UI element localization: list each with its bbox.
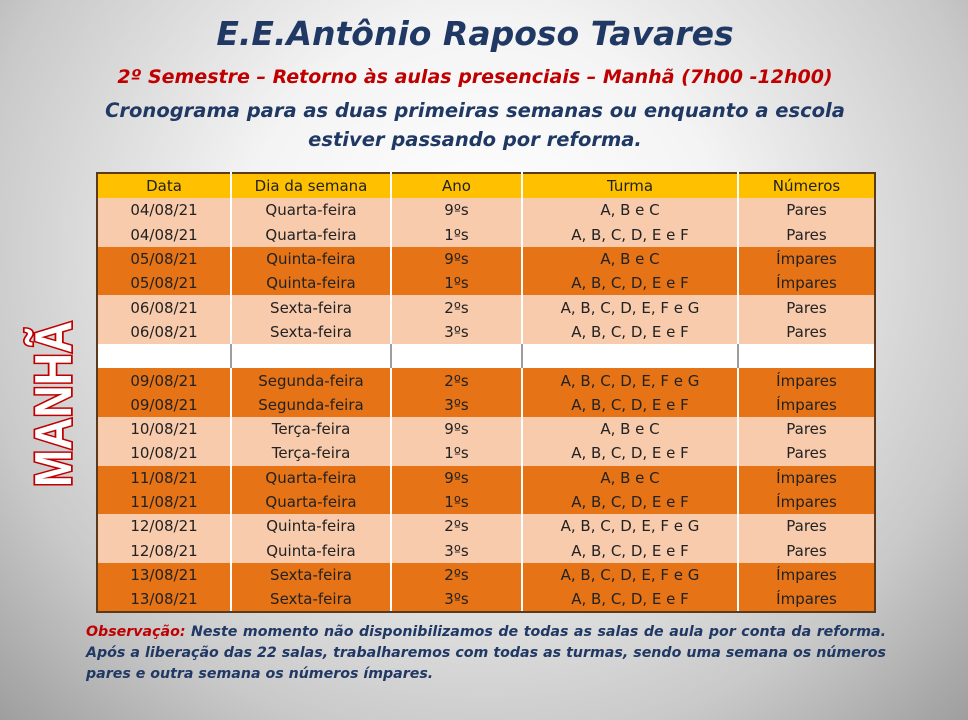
numbers-cell: Pares <box>738 538 875 562</box>
classes-cell <box>522 344 738 368</box>
date-cell: 10/08/21 <box>97 441 231 465</box>
weekday-cell: Quarta-feira <box>231 490 391 514</box>
observation-note <box>86 622 886 685</box>
year-cell: 1ºs <box>391 441 522 465</box>
classes-cell: A, B, C, D, E, F e G <box>522 514 738 538</box>
classes-cell: A, B, C, D, E e F <box>522 271 738 295</box>
table-row <box>97 417 875 441</box>
table-row <box>97 563 875 587</box>
date-cell: 05/08/21 <box>97 271 231 295</box>
year-cell: 3ºs <box>391 587 522 612</box>
weekday-cell: Quinta-feira <box>231 514 391 538</box>
table-row <box>97 320 875 344</box>
numbers-cell: Pares <box>738 223 875 247</box>
numbers-cell <box>738 344 875 368</box>
date-cell: 09/08/21 <box>97 368 231 392</box>
weekday-cell: Sexta-feira <box>231 320 391 344</box>
weekday-cell: Quinta-feira <box>231 271 391 295</box>
year-cell: 1ºs <box>391 223 522 247</box>
classes-cell: A, B, C, D, E, F e G <box>522 295 738 319</box>
weekday-cell: Quarta-feira <box>231 223 391 247</box>
header-dia-da-semana: Dia da semana <box>231 173 391 198</box>
weekday-cell: Terça-feira <box>231 441 391 465</box>
weekday-cell: Segunda-feira <box>231 368 391 392</box>
numbers-cell: Ímpares <box>738 563 875 587</box>
numbers-cell: Pares <box>738 295 875 319</box>
numbers-cell: Ímpares <box>738 490 875 514</box>
weekday-cell: Sexta-feira <box>231 563 391 587</box>
classes-cell: A, B e C <box>522 198 738 222</box>
date-cell: 09/08/21 <box>97 393 231 417</box>
numbers-cell: Ímpares <box>738 247 875 271</box>
observation-text: Neste momento não disponibilizamos de todas as salas de aula por conta da reforma. Após a liberação das 22 salas, trabalharemos com todas as turmas, sendo uma semana os números pares e outra semana os números ímpares. <box>86 624 886 682</box>
header-numeros: Números <box>738 173 875 198</box>
classes-cell: A, B, C, D, E e F <box>522 393 738 417</box>
year-cell: 1ºs <box>391 490 522 514</box>
year-cell: 2ºs <box>391 295 522 319</box>
classes-cell: A, B e C <box>522 417 738 441</box>
weekday-cell: Sexta-feira <box>231 587 391 612</box>
numbers-cell: Pares <box>738 417 875 441</box>
date-cell: 13/08/21 <box>97 563 231 587</box>
table-row <box>97 441 875 465</box>
numbers-cell: Ímpares <box>738 393 875 417</box>
side-label-text: MANHÃ <box>25 318 83 487</box>
table-spacer-row <box>97 344 875 368</box>
classes-cell: A, B, C, D, E e F <box>522 223 738 247</box>
numbers-cell: Pares <box>738 320 875 344</box>
header-turma: Turma <box>522 173 738 198</box>
table-row <box>97 368 875 392</box>
classes-cell: A, B, C, D, E e F <box>522 490 738 514</box>
table-row <box>97 538 875 562</box>
schedule-description: Cronograma para as duas primeiras semanas ou enquanto a escola estiver passando por reforma. <box>105 99 845 151</box>
classes-cell: A, B, C, D, E e F <box>522 538 738 562</box>
table-header-row <box>97 173 875 198</box>
numbers-cell: Pares <box>738 514 875 538</box>
table-row <box>97 271 875 295</box>
weekday-cell: Terça-feira <box>231 417 391 441</box>
classes-cell: A, B e C <box>522 466 738 490</box>
table-row <box>97 514 875 538</box>
semester-subtitle: 2º Semestre – Retorno às aulas presenciais – Manhã (7h00 -12h00) <box>117 66 833 88</box>
numbers-cell: Pares <box>738 441 875 465</box>
date-cell: 11/08/21 <box>97 466 231 490</box>
date-cell <box>97 344 231 368</box>
header-data: Data <box>97 173 231 198</box>
date-cell: 13/08/21 <box>97 587 231 612</box>
year-cell: 1ºs <box>391 271 522 295</box>
classes-cell: A, B, C, D, E e F <box>522 587 738 612</box>
weekday-cell: Segunda-feira <box>231 393 391 417</box>
classes-cell: A, B, C, D, E, F e G <box>522 368 738 392</box>
weekday-cell: Quinta-feira <box>231 247 391 271</box>
year-cell: 9ºs <box>391 247 522 271</box>
date-cell: 11/08/21 <box>97 490 231 514</box>
date-cell: 04/08/21 <box>97 198 231 222</box>
date-cell: 06/08/21 <box>97 295 231 319</box>
weekday-cell: Quarta-feira <box>231 198 391 222</box>
weekday-cell <box>231 344 391 368</box>
table-row <box>97 223 875 247</box>
year-cell: 9ºs <box>391 198 522 222</box>
numbers-cell: Ímpares <box>738 271 875 295</box>
table-row <box>97 247 875 271</box>
weekday-cell: Sexta-feira <box>231 295 391 319</box>
side-label-manha <box>20 318 88 490</box>
numbers-cell: Pares <box>738 198 875 222</box>
year-cell: 3ºs <box>391 538 522 562</box>
date-cell: 10/08/21 <box>97 417 231 441</box>
year-cell: 2ºs <box>391 368 522 392</box>
classes-cell: A, B, C, D, E, F e G <box>522 563 738 587</box>
numbers-cell: Ímpares <box>738 368 875 392</box>
year-cell <box>391 344 522 368</box>
table-row <box>97 393 875 417</box>
header-ano: Ano <box>391 173 522 198</box>
table-row <box>97 490 875 514</box>
table-row <box>97 295 875 319</box>
weekday-cell: Quarta-feira <box>231 466 391 490</box>
school-title: E.E.Antônio Raposo Tavares <box>216 14 734 53</box>
table-row <box>97 587 875 612</box>
table-row <box>97 466 875 490</box>
year-cell: 9ºs <box>391 466 522 490</box>
table-row <box>97 198 875 222</box>
year-cell: 3ºs <box>391 320 522 344</box>
date-cell: 12/08/21 <box>97 538 231 562</box>
weekday-cell: Quinta-feira <box>231 538 391 562</box>
classes-cell: A, B, C, D, E e F <box>522 441 738 465</box>
date-cell: 06/08/21 <box>97 320 231 344</box>
year-cell: 2ºs <box>391 514 522 538</box>
date-cell: 05/08/21 <box>97 247 231 271</box>
classes-cell: A, B e C <box>522 247 738 271</box>
date-cell: 04/08/21 <box>97 223 231 247</box>
classes-cell: A, B, C, D, E e F <box>522 320 738 344</box>
observation-label: Observação: <box>86 624 186 640</box>
schedule-table <box>96 172 876 613</box>
numbers-cell: Ímpares <box>738 587 875 612</box>
year-cell: 3ºs <box>391 393 522 417</box>
year-cell: 2ºs <box>391 563 522 587</box>
date-cell: 12/08/21 <box>97 514 231 538</box>
numbers-cell: Ímpares <box>738 466 875 490</box>
year-cell: 9ºs <box>391 417 522 441</box>
